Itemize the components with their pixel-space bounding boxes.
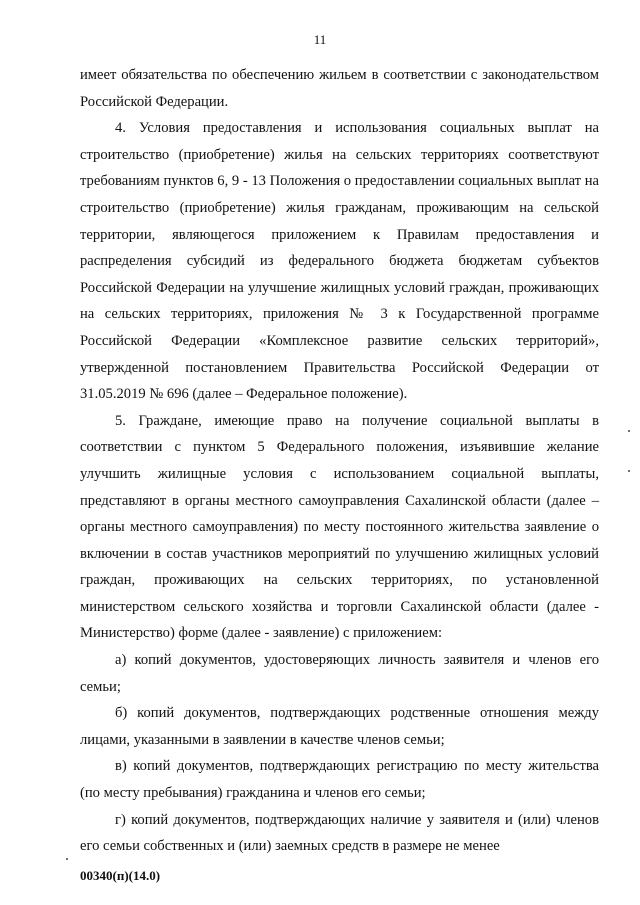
paragraph-subitem-a: а) копий документов, удостоверяющих личность заявителя и членов его семьи; [80,652,599,695]
document-code: 00340(п)(14.0) [80,868,161,883]
paragraph-continuation: имеет обязательства по обеспечению жильем в соответствии с законодательством Российской Федерации. [80,67,599,110]
paragraph-subitem-v: в) копий документов, подтверждающих регистрацию по месту жительства (по месту пребывания) гражданина и членов его семьи; [80,758,599,802]
paragraph-subitem-g: г) копий документов, подтверждающих наличие у заявителя и (или) членов его семьи собственных и (или) заемных средств в размере не менее [80,811,599,855]
scan-speck [628,470,630,472]
page-number: 11 [313,32,327,47]
paragraph-item-5: 5. Граждане, имеющие право на получение социальной выплаты в соответствии с пунктом 5 Федерального положения, изъявившие желание улучшить жилищные условия с использованием социальной выплаты, представляют в органы местного самоуправления Сахалинской области (далее – органы местного самоуправления) по месту постоянного жительства заявление о включении в состав участников мероприятий по улучшению жилищных условий граждан, проживающих на сельских территориях, по установленной министерством сельского хозяйства и торговли Сахалинской области (далее - Министерство) форме (далее - заявление) с приложением: [80,412,599,642]
document-body [80,62,599,860]
paragraph-subitem-b: б) копий документов, подтверждающих родственные отношения между лицами, указанными в заявлении в качестве членов семьи; [80,705,599,748]
scan-speck [628,430,630,432]
scan-speck [66,858,68,860]
paragraph-item-4: 4. Условия предоставления и использования социальных выплат на строительство (приобретение) жилья на сельских территориях соответствуют требованиям пунктов 6, 9 - 13 Положения о предоставлении социальных выплат на строительство (приобретение) жилья гражданам, проживающим на сельской территории, являющегося приложением к Правилам предоставления и распределения субсидий из федерального бюджета бюджетам субъектов Российской Федерации на улучшение жилищных условий граждан, проживающих на сельских территориях, приложения № 3 к Государственной программе Российской Федерации «Комплексное развитие сельских территорий», утвержденной постановлением Правительства Российской Федерации от 31.05.2019 № 696 (далее – Федеральное положение). [80,120,599,403]
